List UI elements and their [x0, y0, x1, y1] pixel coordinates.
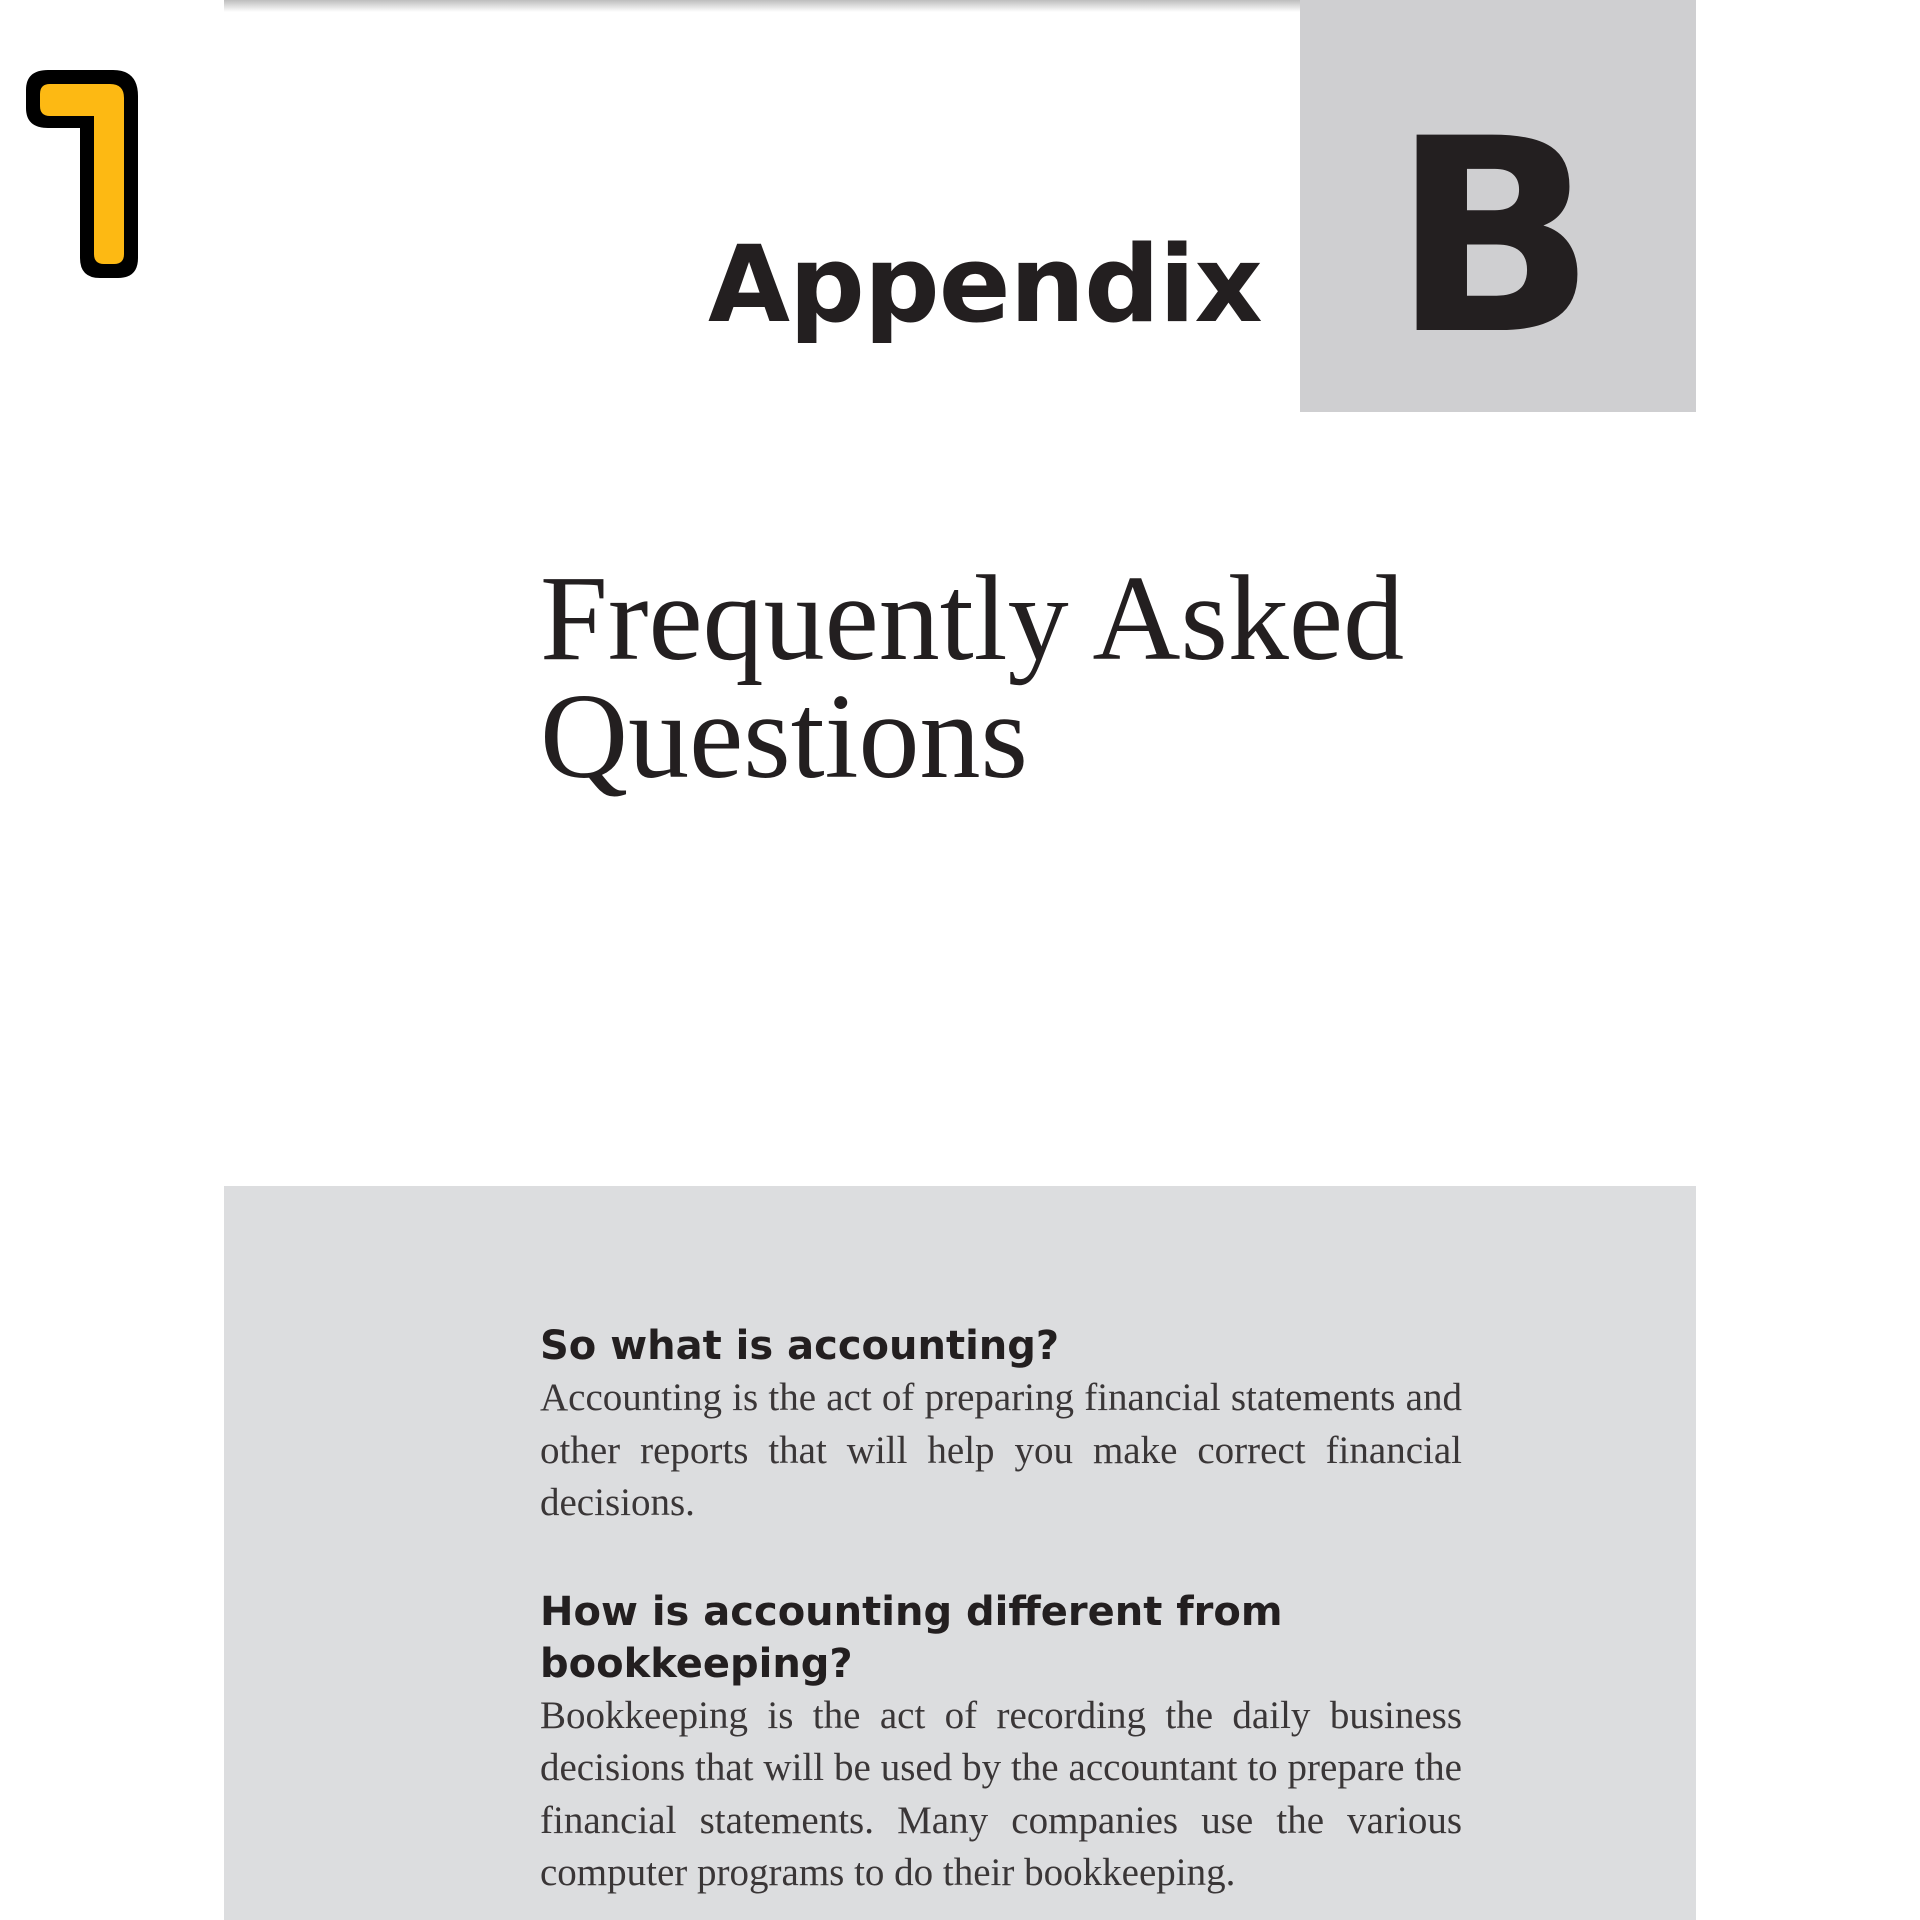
page-number-badge — [18, 58, 148, 288]
chapter-title-line-1: Frequently Asked — [540, 551, 1405, 686]
chapter-title-line-2: Questions — [540, 669, 1028, 804]
page-number-text — [18, 288, 19, 289]
faq-question: How is accounting different from bookkeeping? — [540, 1588, 1283, 1687]
faq-question: So what is accounting? — [540, 1323, 1060, 1369]
faq-list — [540, 1320, 1462, 1920]
appendix-letter: B — [1392, 82, 1597, 394]
chapter-title — [540, 551, 1540, 804]
appendix-label: Appendix — [708, 223, 1262, 346]
faq-item — [540, 1586, 1462, 1900]
faq-answer: Accounting is the act of preparing financial statements and other reports that will help you make correct financial decisions. — [540, 1376, 1462, 1524]
page-number-one-icon — [18, 58, 148, 288]
faq-answer: Bookkeeping is the act of recording the daily business decisions that will be used by the accountant to prepare the financial statements. Many companies use the various computer programs to do their bookkeeping. — [540, 1693, 1462, 1894]
faq-item — [540, 1320, 1462, 1530]
